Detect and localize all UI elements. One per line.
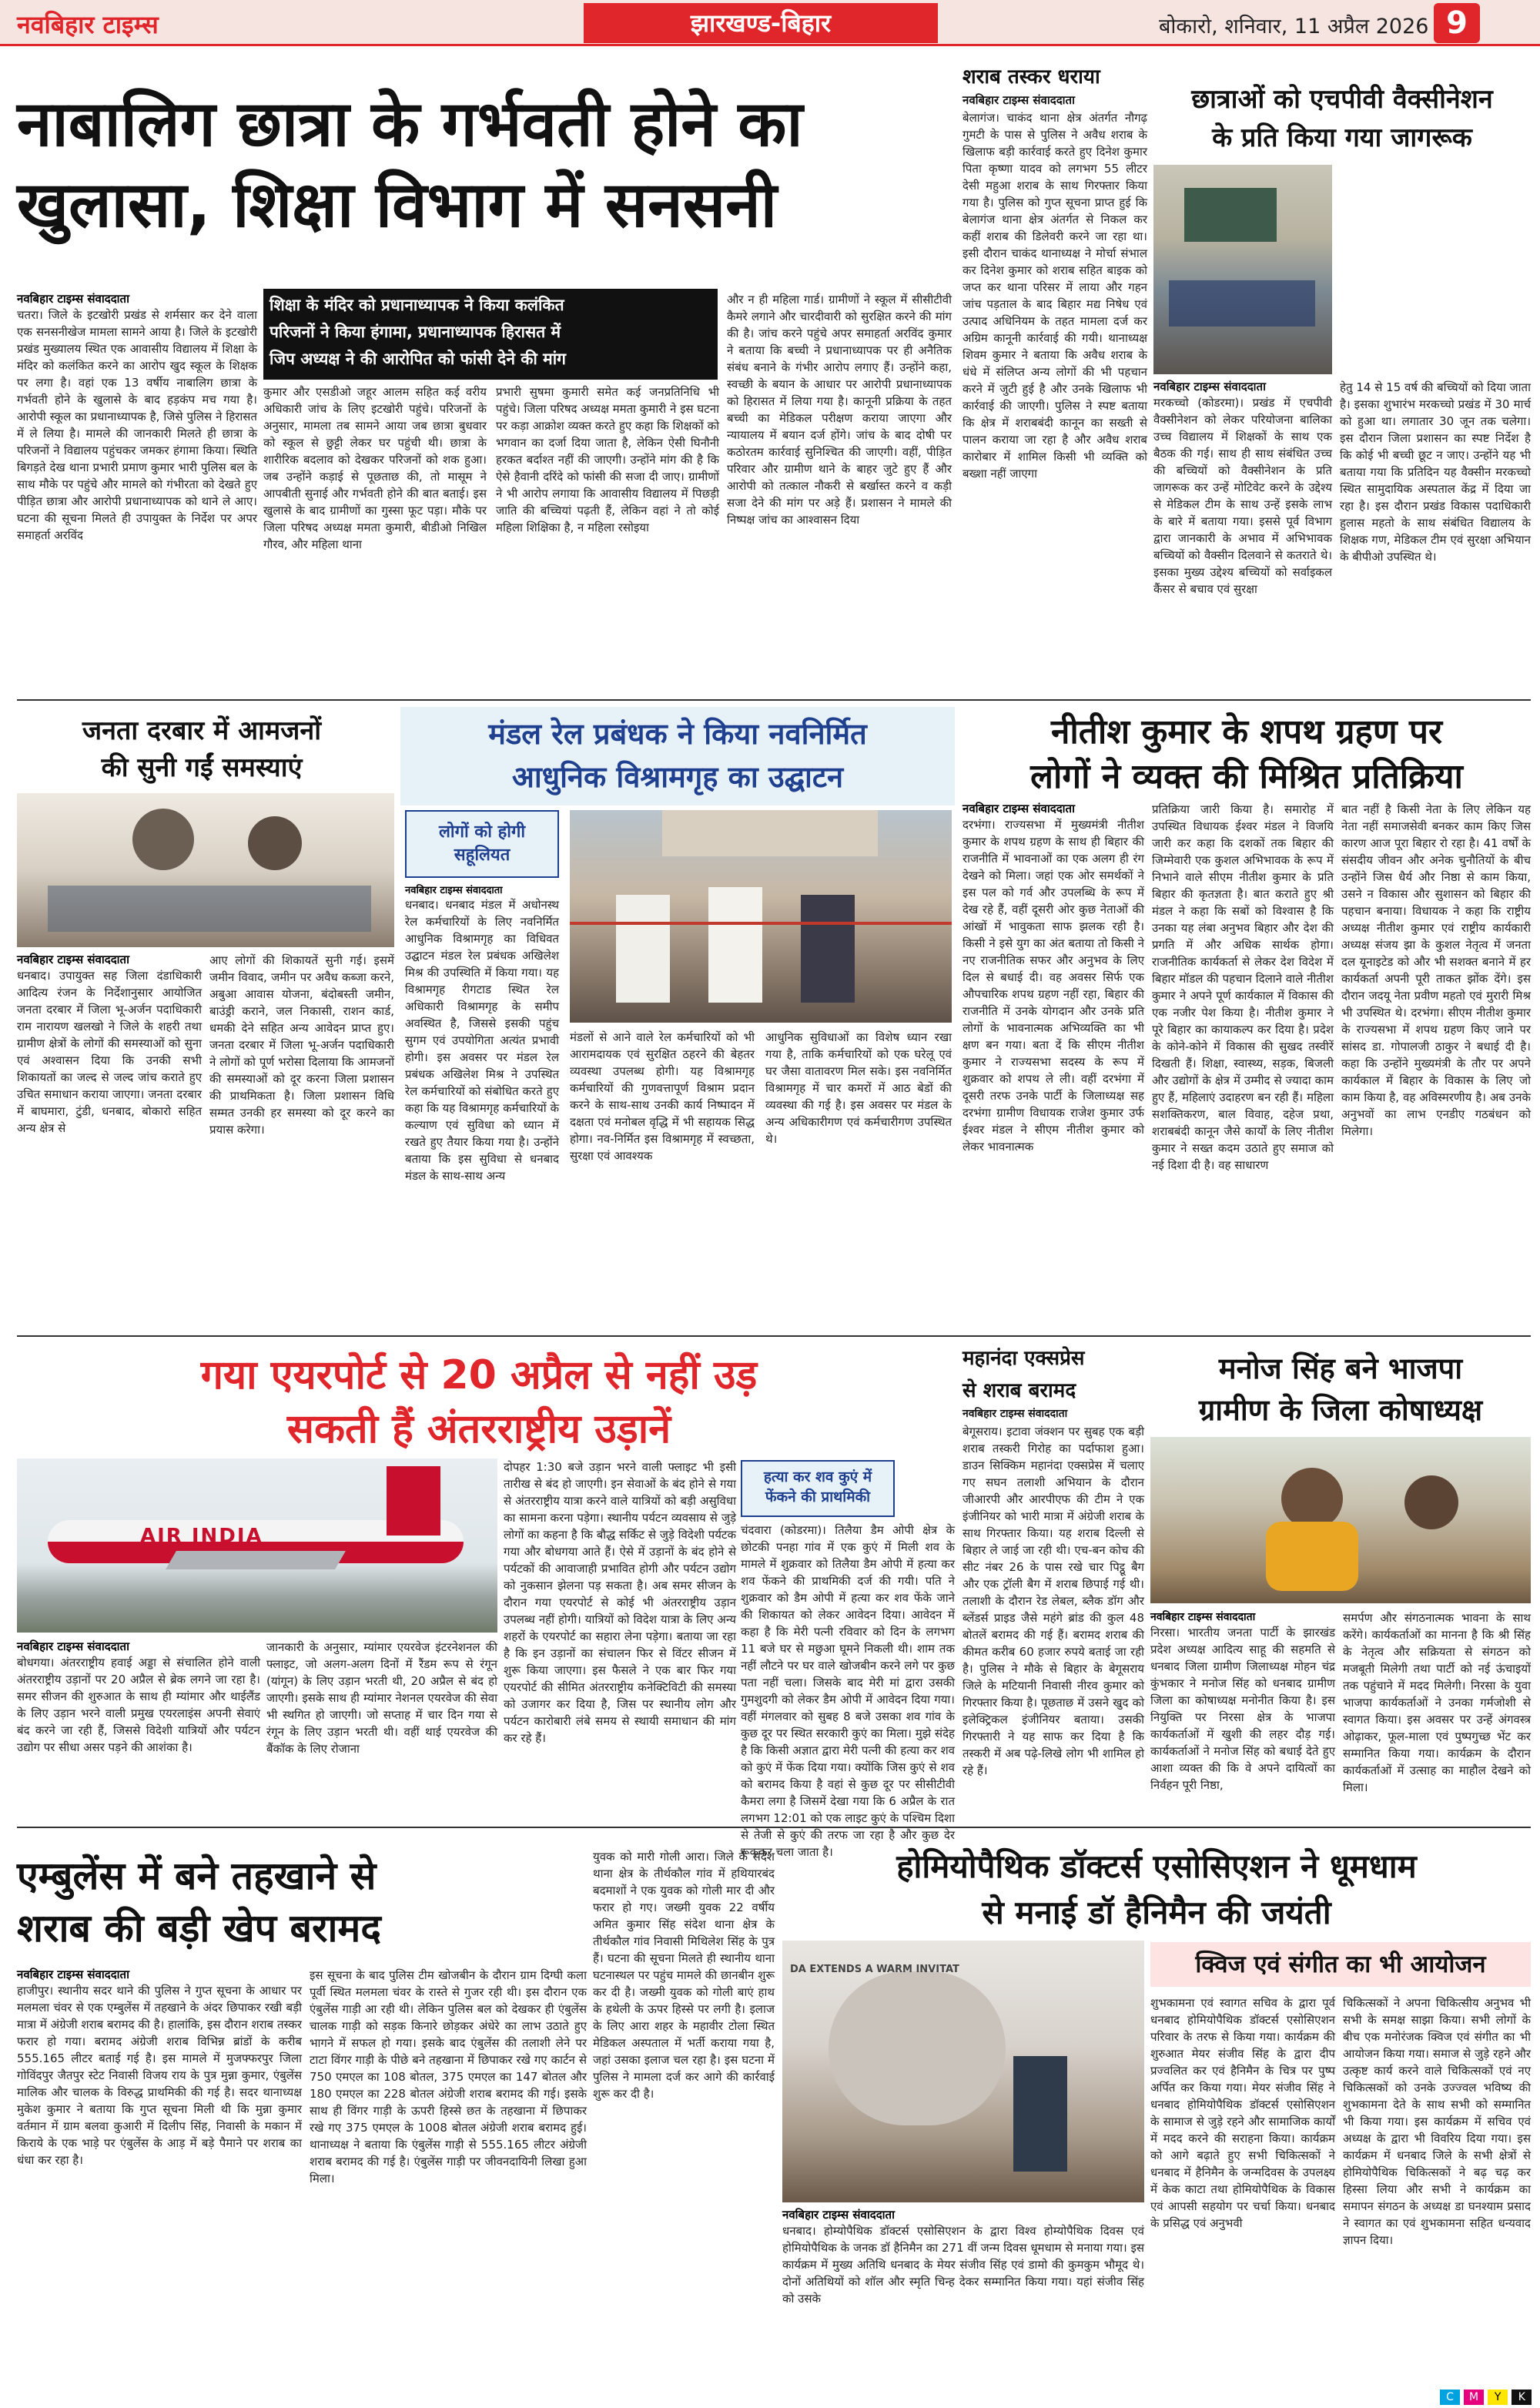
darbar-headline-line1: जनता दरबार में आमजनों — [82, 715, 322, 746]
manoj-headline-line2: ग्रामीण के जिला कोषाध्यक्ष — [1198, 1393, 1483, 1427]
lead-headline-line2: खुलासा, शिक्षा विभाग में सनसनी — [17, 169, 777, 242]
mark-cyan: C — [1440, 2390, 1460, 2405]
mahananda-text: बेगूसराय। इटावा जंक्शन पर सुबह एक बड़ी शराब तस्करी गिरोह का पर्दाफाश हुआ। डाउन सिक्किम महानंदा एक्सप्रेस में चलाए गए सघन तलाशी अभियान के दौरान जीआरपी और आरपीएफ की टीम ने एक इंजीनियर को भारी मात्रा में अंग्रेजी शराब के साथ गिरफ्तार किया। यह शराब दिल्ली से बिहार ले जाई जा रही थी। एच-बन कोच की सीट नंबर 26 के पास रखे चार पिट्ठू बैग और एक ट्रॉली बैग में शराब छिपाई गई थी। तलाशी के दौरान रेड लेबल, ब्लैक डॉग और ब्लेंडर्स प्राइड जैसे महंगे ब्रांड की कुल 48 बोतलें बरामद की गई हैं। बरामद शराब की कीमत करीब 60 हजार रुपये बताई जा रही है। पुलिस ने मौके से बिहार के बेगूसराय जिले के मटियानी निवासी नीरव कुमार को गिरफ्तार किया है। पूछताछ में उसने खुद को इलेक्ट्रिकल इंजीनियर बताया। उसकी गिरफ्तारी ने यह साफ कर दिया है कि तस्करी में अब पढ़े-लिखे लोग भी शामिल हो रहे हैं। — [962, 1425, 1144, 1777]
lead-highlights — [263, 289, 718, 380]
section-label: झारखण्ड-बिहार — [584, 3, 938, 43]
homeo-col-photo-text: धनबाद। होम्योपैथिक डॉक्टर्स एसोसिएशन के द्वारा विश्व होम्योपैथिक दिवस एवं होमियोपैथिक के जनक डॉ हैनिमैन का 271 वीं जन्म दिवस धूमधाम से मनाया गया। इस कार्यक्रम में मुख्य अतिथि धनबाद के मेयर संजीव सिंह एवं डामो की कुमकुम भौमूद थे। दोनों अतिथियों को शॉल और स्मृति चिन्ह देकर सम्मानित किया गया। यहां संजीव सिंह को उसके — [782, 2224, 1144, 2306]
gaya-headline-line2: सकती हैं अंतरराष्ट्रीय उड़ानें — [286, 1406, 671, 1452]
well-headline-line1: हत्या कर शव कुएं में — [763, 1469, 872, 1485]
ambulance-col1-text: हाजीपुर। स्थानीय सदर थाने की पुलिस ने गुप्त सूचना के आधार पर मलमला चंवर से एक एम्बुलेंस में तहखाने के अंदर छिपाकर रखी बड़ी मात्रा में अंग्रेजी शराब बरामद की है। हालांकि, इस दौरान शराब तस्कर फरार हो गया। बरामद अंग्रेजी शराब विभिन्न ब्रांडों के करीब 555.165 लीटर बताई गई है। इस मामले में मुजफ्फरपुर जिला गोविंदपुर जैतपुर स्टेट निवासी विजय राय के पुत्र मुन्ना कुमार, एंबुलेंस मालिक और चालक के विरुद्ध प्राथमिकी की गई है। सदर थानाध्यक्ष मुकेश कुमार ने बताया कि गुप्त सूचना मिली थी कि मुन्ना कुमार वर्तमान में ग्राम बलवा कुआरी में दिलीप सिंह, निवासी के मकान में किराये के एक भाड़े पर एंबुलेंस के आड़ में बड़े पैमाने पर शराब का धंधा कर रहा है। — [17, 1984, 302, 2167]
nitish-col1-text: दरभंगा। राज्यसभा में मुख्यमंत्री नीतीश कुमार के शपथ ग्रहण के साथ ही बिहार की राजनीति में भावनाओं का एक अलग ही रंग देखने को मिला। जहां एक ओर समर्थकों ने इस पल को गर्व और उपलब्धि के रूप में देख रहे हैं, वहीं दूसरी ओर कुछ नेताओं की आंखों में भावुकता साफ झलक रही है। किसी ने इसे युग का अंत बताया तो किसी ने नए राजनीतिक सफर और अनुभव के लिए दिल से बधाई दी। वह अवसर सिर्फ एक औपचारिक शपथ ग्रहण नहीं रहा, बिहार की राजनीति में उनके योगदान और उनके प्रति लोगों के भावनात्मक अभिव्यक्ति का भी क्षण बन गया। बता दें कि सीएम नीतीश कुमार ने राज्यसभा सदस्य के रूप में शुक्रवार को शपथ ले ली। वहीं दरभंगा में दूसरी तरफ उनके पार्टी के जिलाध्यक्ष सह दरभंगा ग्रामीण विधायक राजेश कुमार उर्फ ईश्वर मंडल ने सीएम नीतीश कुमार को लेकर भावनात्मक — [962, 818, 1144, 1154]
highlight-1: शिक्षा के मंदिर को प्रधानाध्यापक ने किया कलंकित — [270, 296, 564, 314]
manoj-headline-line1: मनोज सिंह बने भाजपा — [1218, 1351, 1463, 1385]
nitish-headline-line1: नीतीश कुमार के शपथ ग्रहण पर — [1050, 712, 1443, 752]
highlight-2: परिजनों ने किया हंगामा, प्रधानाध्यापक हिरासत में — [270, 323, 561, 341]
ambulance-byline: नवबिहार टाइम्स संवाददाता — [17, 1968, 129, 1981]
aircraft-livery: AIR INDIA — [140, 1525, 263, 1548]
mahananda-headline-line2: से शराब बरामद — [962, 1379, 1076, 1402]
homeo-banner-text: DA EXTENDS A WARM INVITAT — [790, 1964, 959, 1975]
highlight-3: जिप अध्यक्ष ने की आरोपित को फांसी देने की मांग — [270, 350, 566, 368]
gaya-col-2: जानकारी के अनुसार, म्यांमार एयरवेज इंटरनेशनल की फ्लाइट, जो अलग-अलग दिनों में रैंडम रूप से रंगून (यांगून) के लिए उड़ान भरती थी, 20 अप्रैल से बंद हो जाएगी। इसके साथ ही म्यांमार नेशनल एयरवेज की सेवा भी स्थगित हो जाएगी। जो सप्ताह में चार दिन गया से रंगून के लिए उड़ान भरती थी। वहीं थाई एयरवेज की बैंकॉक के लिए रोजाना — [266, 1640, 497, 1756]
smuggler-text: बेलागंज। चाकंद थाना क्षेत्र अंतर्गत नौगढ़ गुमटी के पास से पुलिस ने अवैध शराब के खिलाफ बड़ी कार्रवाई करते हुए दिनेश कुमार पिता कृष्णा यादव को लगभग 55 लीटर देसी महुआ शराब के साथ गिरफ्तार किया गया है। पुलिस को गुप्त सूचना प्राप्त हुई कि बेलागंज थाना क्षेत्र अंतर्गत से निकल कर कहीं शराब की डिलेवरी करने जा रहा था। इसी दौरान चाकंद थानाध्यक्ष ने मोर्चा संभाल कर दिनेश कुमार को शराब सहित बाइक को जप्त कर थाना परिसर में लाया और गहन जांच पड़ताल के बाद बिहार मद्य निषेध एवं उत्पाद अधिनियम के तहत मामला दर्ज कर अग्रिम कानूनी कार्रवाई की गयी। थानाध्यक्ष शिवम कुमार ने बताया कि अवैध शराब के धंधे में संलिप्त अन्य लोगों की भी पहचान करने में जुटी हुई है और उनके खिलाफ भी कार्रवाई की जाएगी। पुलिस ने स्पष्ट बताया कि क्षेत्र में शराबबंदी कानून का सख्ती से पालन कराया जा रहा है और अवैध शराब कारोबार में शामिल किसी भी व्यक्ति को बख्शा नहीं जाएगा — [962, 111, 1147, 481]
smuggler-byline: नवबिहार टाइम्स संवाददाता — [962, 93, 1075, 107]
paper-name: नवबिहार टाइम्स — [17, 10, 159, 39]
well-headline-box — [741, 1460, 895, 1517]
darbar-photo — [17, 793, 394, 947]
lead-col-3: प्रभारी सुषमा कुमारी समेत कई जनप्रतिनिधि भी पहुंचे। जिला परिषद अध्यक्ष ममता कुमारी ने इस घटना पर कड़ा आक्रोश व्यक्त करते हुए कहा कि शिक्षकों को भगवान का दर्जा दिया जाता है, लेकिन ऐसी घिनौनी हरकत बर्दाश्त नहीं की जाएगी। उन्होंने मांग की है कि ऐसे हैवानी दरिंदे को फांसी की सजा दी जाए। ग्रामीणों ने भी आरोप लगाया कि आवासीय विद्यालय में पिछड़ी जाति की बच्चियां पढ़ती हैं, लेकिन वहां ने तो कोई महिला शिक्षिका है, न महिला रसोइया — [496, 385, 719, 534]
rail-subhead — [405, 810, 559, 878]
manoj-byline: नवबिहार टाइम्स संवाददाता — [1150, 1611, 1256, 1623]
mark-yellow: Y — [1488, 2390, 1508, 2405]
hpv-text-left: मरकच्चो (कोडरमा)। प्रखंड में एचपीवी वैक्सीनेशन को लेकर परियोजना बालिका उच्च विद्यालय में शिक्षकों के साथ एक बैठक की गई। साथ ही साथ संबंधित उच्च की बच्चियों को वैक्सीनेशन के प्रति जागरूक कर उन्हें मोटिवेट करने के उद्देश्य से मेडिकल टीम के साथ उन्हें इसके लाभ के बारे में बताया गया। इससे पूर्व विभाग द्वारा जानकारी के अभाव में अभिभावक बच्चियों को वैक्सीन दिलवाने से कतराते थे। इसका मुख्य उद्देश्य बच्चियों को सर्वाइकल कैंसर से बचाव एवं सुरक्षा — [1153, 396, 1332, 596]
lead-col-4: और न ही महिला गार्ड। ग्रामीणों ने स्कूल में सीसीटीवी कैमरे लगाने और चारदीवारी को सुरक्षित करने की मांग की है। जांच करने पहुंचे अपर समाहर्ता अरविंद कुमार ने बताया कि बच्ची ने प्रधानाध्यापक पर ही अनैतिक संबंध बनाने के गंभीर आरोप लगाए हैं। उन्होंने कहा, स्वच्छी के बयान के आधार पर आरोपी प्रधानाध्यापक को हिरासत में लिया गया है। कानूनी प्रक्रिया के तहत बच्ची का मेडिकल परीक्षण कराया जाएगा और न्यायालय में बयान दर्ज होंगे। जांच के बाद दोषी पर कठोरतम कार्रवाई सुनिश्चित की जाएगी। वहीं, पीड़ित परिवार और ग्रामीण थाने के बाहर जुटे हुए हैं और आरोपी को तत्काल नौकरी से बर्खास्त करने व कड़ी सजा देने की मांग पर अड़े हैं। प्रशासन ने मामले की निष्पक्ष जांच का आश्वासन दिया — [727, 293, 952, 527]
homeo-col-2: चिकित्सकों ने अपना चिकित्सीय अनुभव भी सभी के समक्ष साझा किया। सभी लोगों के बीच एक मनोरंजक क्विज एवं संगीत का भी आयोजन किया गया। समाज से जुड़े रहने और उत्कृष्ट कार्य करने वाले चिकित्सकों एवं नए चिकित्सकों को उनके उज्ज्वल भविष्य की शुभकामना देते के साथ सभी को सम्मानित भी किया गया। इस कार्यक्रम में सचिव एवं अध्यक्ष के द्वारा भी विवरिय दिया गया। इस कार्यक्रम में धनबाद जिले के सभी क्षेत्रों से होमियोपैथिक चिकित्सकों ने बढ़ चढ़ कर हिस्सा लिया और सभी ने कार्यक्रम का समापन संगठन के अध्यक्ष डा घनश्याम प्रसाद ने स्वागत का एवं शुभकामना सहित धन्यवाद ज्ञापन दिया। — [1343, 1996, 1531, 2247]
lead-byline: नवबिहार टाइम्स संवाददाता — [17, 292, 129, 306]
gaya-byline: नवबिहार टाइम्स संवाददाता — [17, 1639, 129, 1653]
nitish-headline-line2: लोगों ने व्यक्त की मिश्रित प्रतिक्रिया — [1030, 757, 1463, 796]
darbar-col-2: आए लोगों की शिकायतें सुनी गई। इसमें जमीन विवाद, जमीन पर अवैध कब्जा करने, अबुआ आवास योजना, बंदोबस्ती जमीन, बाउंड्री कराने, जल निकासी, राशन कार्ड, धमकी देने सहित अन्य आवेदन प्राप्त हुए। जनता दरबार में जिला भू-अर्जन पदाधिकारी ने लोगों को पूर्ण भरोसा दिलाया कि आमजनों की समस्याओं को दूर करना जिला प्रशासन की प्राथमिकता है। जिला प्रशासन विधि सम्मत उनकी हर समस्या को दूर करने का प्रयास करेगा। — [209, 953, 394, 1137]
rail-col-2: मंडलों से आने वाले रेल कर्मचारियों को भी आरामदायक एवं सुरक्षित ठहरने की बेहतर व्यवस्था उपलब्ध होगी। यह विश्रामगृह कर्मचारियों की गुणवत्तापूर्ण विश्राम प्रदान करने के साथ-साथ उनकी कार्य निष्पादन में दक्षता एवं मनोबल वृद्धि में भी सहायक सिद्ध होगा। नव-निर्मित इस विश्रामगृह में स्वच्छता, सुरक्षा एवं आवश्यक — [570, 1030, 755, 1163]
rail-headline-line1: मंडल रेल प्रबंधक ने किया नवनिर्मित — [488, 717, 867, 751]
hpv-headline-line1: छात्राओं को एचपीवी वैक्सीनेशन — [1191, 84, 1493, 115]
dateline: बोकारो, शनिवार, 11 अप्रैल 2026 — [1159, 15, 1429, 39]
homeo-headline-line2: से मनाई डॉ हैनिमैन की जयंती — [982, 1894, 1331, 1931]
homeo-subhead: क्विज एवं संगीत का भी आयोजन — [1150, 1942, 1531, 1987]
mahananda-headline-line1: महानंदा एक्सप्रेस — [962, 1347, 1085, 1370]
nitish-byline: नवबिहार टाइम्स संवाददाता — [962, 802, 1075, 816]
rail-subhead-line1: लोगों को होगी — [438, 822, 526, 842]
rail-subhead-line2: सहूलियत — [454, 846, 511, 865]
darbar-col1-text: धनबाद। उपायुक्त सह जिला दंडाधिकारी आदित्य रंजन के निर्देशानुसार आयोजित जनता दरबार में जिला भू-अर्जन पदाधिकारी राम नारायण खलखो ने जिले के शहरी तथा ग्रामीण क्षेत्रों के लोगों की समस्याओं को सुना एवं अश्वासन दिया कि उनकी सभी शिकायतों का जल्द से जल्द जांच कराते हुए उचित समाधान कराया जाएगा। जनता दरबार में बाघमारा, टुंडी, धनबाद, बोकारो सहित अन्य क्षेत्र से — [17, 969, 202, 1135]
mahananda-byline: नवबिहार टाइम्स संवाददाता — [962, 1408, 1068, 1420]
lead-col-1 — [17, 291, 257, 692]
gaya-col-1 — [17, 1639, 260, 1816]
ambulance-col-2: इस सूचना के बाद पुलिस टीम खोजबीन के दौरान ग्राम दिग्घी कला पूर्वी स्थित मलमला चंवर के रास्ते से गुजर रही थी। इस दौरान एक एंबुलेंस गाड़ी आ रही थी। लेकिन पुलिस बल को देखकर ही एंबुलेंस चालक गाड़ी को सड़क किनारे छोड़कर अंधेरे का लाभ उठाते हुए भागने में सफल हो गया। इसके बाद एंबुलेंस की तलाशी लेने पर टाटा विंगर गाड़ी के पीछे बने तहखाना में छिपाकर रखे गए कार्टन से 750 एमएल का 108 बोतल, 375 एमएल का 147 बोतल और 180 एमएल का 228 बोतल अंग्रेजी शराब बरामद की गई। इसके साथ ही विंगर गाड़ी के ऊपरी हिस्से छत के तहखाना में छिपाकर रखे गए 375 एमएल के 1008 बोतल अंग्रेजी शराब बरामद हुई। थानाध्यक्ष ने बताया कि एंबुलेंस गाड़ी से 555.165 लीटर अंग्रेजी शराब बरामद की गई है। एंबुलेंस गाड़ी पर जीवनदायिनी लिखा हुआ मिला। — [310, 1968, 587, 2185]
darbar-byline: नवबिहार टाइम्स संवाददाता — [17, 953, 129, 966]
homeo-photo — [782, 1941, 1144, 2202]
gaya-col1-text: बोधगया। अंतरराष्ट्रीय हवाई अड्डा से संचालित होने वाली अंतरराष्ट्रीय उड़ानों पर 20 अप्रैल से ब्रेक लगने जा रहा है। समर सीजन की शुरुआत के साथ ही म्यांमार और थाईलैंड के लिए उड़ान भरने वाली प्रमुख एयरलाइंस अपनी सेवाएं बंद करने जा रही हैं, जिससे विदेशी यात्रियों और पर्यटन उद्योग पर सीधा असर पड़ने की आशंका है। — [17, 1656, 260, 1754]
gaya-headline-line1: गया एयरपोर्ट से 20 अप्रैल से नहीं उड़ — [200, 1352, 758, 1398]
hpv-headline-line2: के प्रति किया गया जागरूक — [1212, 122, 1472, 153]
rail-col1-text: धनबाद। धनबाद मंडल में अधोनस्थ रेल कर्मचारियों के लिए नवनिर्मित आधुनिक विश्रामगृह का विधिवत उद्घाटन मंडल रेल प्रबंधक अखिलेश मिश्र की उपस्थिति में किया गया। यह विश्रामगृह रीगटाड स्थित रेल अधिकारी विश्रामगृह के समीप अवस्थित है, जिससे इसकी पहुंच सुगम एवं उपयोगिता अत्यंत प्रभावी होगी। इस अवसर पर मंडल रेल प्रबंधक अखिलेश मिश्र ने उपस्थित रेल कर्मचारियों को संबोधित करते हुए कहा कि यह विश्रामगृह कर्मचारियों के कल्याण एवं सुविधा को ध्यान में रखते हुए तैयार किया गया है। उन्होंने बताया कि इस सुविधा से धनबाद मंडल के साथ-साथ अन्य — [405, 898, 559, 1183]
ambulance-col-1 — [17, 1967, 302, 2367]
homeo-col-1: शुभकामना एवं स्वागत सचिव के द्वारा पूर्व धनबाद होमियोपैथिक डॉक्टर्स एसोसिएशन परिवार के तरफ से किया गया। कार्यक्रम की शुरुआत मेयर संजीव सिंह के द्वारा दीप प्रज्वलित कर एवं हैनिमैन के चित्र पर पुष्प अर्पित कर किया गया। मेयर संजीव सिंह ने धनबाद होमियोपैथिक डॉक्टर्स एसोसिएशन के सामाज से जुड़े रहने और सामाजिक कार्यों में मदद करने की सराहना किया। कार्यक्रम को आगे बढ़ाते हुए सभी चिकित्सकों ने धनबाद में हैनिमैन के जन्मदिवस के उपलक्ष्य में केक काटा तथा होमियोपैथिक के विकास एवं आपसी सहयोग पर चर्चा किया। धनबाद के प्रसिद्ध एवं अनुभवी — [1150, 1996, 1335, 2230]
rail-headline-box — [400, 707, 955, 805]
page-number: 9 — [1434, 3, 1480, 43]
manoj-col-1 — [1150, 1609, 1335, 1820]
nitish-col-1 — [962, 801, 1144, 1331]
mark-magenta: M — [1464, 2390, 1484, 2405]
hpv-byline: नवबिहार टाइम्स संवाददाता — [1153, 380, 1266, 394]
manoj-col-2: समर्पण और संगठनात्मक भावना के साथ करेंगे। कार्यकर्ताओं का मानना है कि श्री सिंह के नेतृत्व और सक्रियता से संगठन को मजबूती मिलेगी तथा पार्टी को नई ऊंचाइयों तक पहुंचाने में मदद मिलेगी। निरसा के युवा भाजपा कार्यकर्ताओं ने उनका गर्मजोशी से स्वागत किया। इस अवसर पर उन्हें अंगवस्त्र ओढ़ाकर, फूल-माला एवं पुष्पगुच्छ भेंट कर सम्मानित किया गया। कार्यक्रम के दौरान कार्यकर्ताओं में उत्साह का माहौल देखने को मिला। — [1343, 1611, 1531, 1794]
lead-headline-line1: नाबालिग छात्रा के गर्भवती होने का — [17, 88, 803, 161]
lead-col-2: कुमार और एसडीओ जहूर आलम सहित कई वरीय अधिकारी जांच के लिए इटखोरी पहुंचे। परिजनों के अनुसार, मामला तब सामने आया जब छात्रा बुधवार को स्कूल से छुट्टी लेकर घर पहुंची थी। छात्रा के शारीरिक बदलाव को देखकर परिजनों को शक हुआ। जब उन्होंने कड़ाई से पूछताछ की, तो मासूम ने आपबीती सुनाई और गर्भवती होने की बात बताई। इस खुलासे के बाद ग्रामीणों का गुस्सा फूट पड़ा। मौके पर जिला परिषद अध्यक्ष ममता कुमारी, बीडीओ निखिल गौरव, और महिला थाना — [263, 385, 487, 551]
homeo-headline-line1: होमियोपैथिक डॉक्टर्स एसोसिएशन ने धूमधाम — [896, 1847, 1417, 1885]
gaya-col-3: दोपहर 1:30 बजे उड़ान भरने वाली फ्लाइट भी इसी तारीख से बंद हो जाएगी। इन सेवाओं के बंद होने से गया से अंतरराष्ट्रीय यात्रा करने वाले यात्रियों को बड़ी असुविधा का सामना करना पड़ेगा। स्थानीय पर्यटन व्यवसाय से जुड़े लोगों का कहना है कि बौद्ध सर्किट से जुड़े विदेशी पर्यटक गया और बोधगया आते हैं। ऐसे में उड़ानों के बंद होने से पर्यटकों की आवाजाही प्रभावित होगी और पर्यटन उद्योग को नुकसान झेलना पड़ सकता है। अब समर सीजन के दौरान गया एयरपोर्ट से कोई भी अंतरराष्ट्रीय उड़ान उपलब्ध नहीं होगी। यात्रियों को विदेश यात्रा के लिए अन्य शहरों के एयरपोर्ट का सहारा लेना पड़ेगा। बताया जा रहा है कि इन उड़ानों का संचालन फिर से विंटर सीजन में शुरू किया जाएगा। इस फैसले ने एक बार फिर गया एयरपोर्ट की सीमित अंतरराष्ट्रीय कनेक्टिविटी की समस्या को उजागर कर दिया है, जिस पर स्थानीय लोग और पर्यटन कारोबारी लंबे समय से स्थायी समाधान की मांग कर रहे हैं। — [504, 1460, 736, 1745]
well-headline-line2: फेंकने की प्राथमिकी — [765, 1489, 871, 1505]
mark-black: K — [1512, 2390, 1532, 2405]
well-text: चंदवारा (कोडरमा)। तिलैया डैम ओपी क्षेत्र के छोटकी पनहा गांव में एक कुएं में मिली शव के मामले में शुक्रवार को तिलैया डैम ओपी में हत्या कर शव फेंकने की प्राथमिकी दर्ज की गयी। पति ने शुक्रवार को डैम ओपी में हत्या कर शव फेंके जाने की शिकायत को लेकर आवेदन दिया। आवेदन में कहा है कि मेरी पत्नी रविवार को दिन के लगभग 11 बजे घर से मछुआ घूमने निकली थी। शाम तक नहीं लौटने पर घर वाले खोजबीन करने लगे पर कुछ पता नहीं चला। जिसके बाद मेरी मां द्वारा उसकी गुमशुदगी को लेकर डैम ओपी में आवेदन दिया गया। वहीं मंगलवार को सुबह 8 बजे उसका शव गांव के कुछ दूर पर स्थित सरकारी कुएं का मिला। मुझे संदेह है कि किसी अज्ञात द्वारा मेरी पत्नी की हत्या कर शव को कुएं में फेंक दिया गया। क्योंकि जिस कुएं से शव को बरामद किया है वहां से कुछ दूर पर सीसीटीवी कैमरा लगा है जिसमें देखा गया कि 6 अप्रैल के रात लगभग 12:01 को एक लाइट कुएं के पश्चिम दिशा से तेजी से कुएं की तरफ जा रहा है और कुछ देर रूककर चला जाता है। — [741, 1523, 955, 1859]
rail-headline-line2: आधुनिक विश्रामगृह का उद्घाटन — [511, 760, 844, 794]
rail-col-3: आधुनिक सुविधाओं का विशेष ध्यान रखा गया है, ताकि कर्मचारियों को एक घरेलू एवं घर जैसा वातावरण मिल सके। इस नवनिर्मित विश्रामगृह में चार कमरों में आठ बेडों की व्यवस्था की गई है। इस अवसर पर मंडल के अन्य अधिकारीगण एवं कर्मचारीगण उपस्थित थे। — [765, 1030, 952, 1146]
hpv-text-right: हेतु 14 से 15 वर्ष की बच्चियों को दिया जाता है। इसका शुभारंभ मरकच्चो प्रखंड में 30 मार्च को हुआ था। लगातार 30 जून तक चलेगा। इस दौरान जिला प्रशासन का स्पष्ट निर्देश है कि कोई भी बच्ची छूट न जाए। उन्होंने यह भी बताया गया कि प्रतिदिन यह वैक्सीन मरकच्चो स्थित सामुदायिक अस्पताल केंद्र में दिया जा रहा है। इस दौरान प्रखंड विकास पदाधिकारी हुलास महतो के साथ संबंधित विद्यालय के शिक्षक गण, मेडिकल टीम एवं सुरक्षा अभियान के बीपीओ उपस्थित थे। — [1340, 380, 1531, 564]
rail-col-1 — [405, 882, 559, 1329]
rail-byline: नवबिहार टाइम्स संवाददाता — [405, 885, 503, 896]
darbar-col-1 — [17, 952, 202, 1329]
ambulance-headline-line2: शराब की बड़ी खेप बरामद — [17, 1906, 381, 1951]
ambulance-headline-line1: एम्बुलेंस में बने तहखाने से — [17, 1854, 377, 1898]
nitish-col-3: बात नहीं है किसी नेता के लिए लेकिन यह नेता नहीं समाजसेवी बनकर काम किए जिस कारण आज पूरा बिहार रो रहा है। 41 वर्षों के संसदीय जीवन और अनेक चुनौतियों के बीच उन्होंने जिस धैर्य और निष्ठा से काम किया, उसने न विकास और सुशासन को बिहार की पहचान बनाया। विधायक ने कहा कि राष्ट्रीय अध्यक्ष नीतीश कुमार एवं राष्ट्रीय कार्यकारी अध्यक्ष संजय झा के कुशल नेतृत्व में जनता दल यूनाइटेड को और भी सशक्त बनाने में हर कार्यकर्ता अपनी पूरी ताकत झोंक देंगे। इस दौरान जदयू नेता प्रवीण महतो एवं मुरारी मिश्र भी उपस्थित थे। दरभंगा। सीएम नीतीश कुमार के राज्यसभा में शपथ ग्रहण किए जाने पर सांसद डा. गोपालजी ठाकुर ने बधाई दी है। कहा कि उन्होंने मुख्यमंत्री के तौर पर अपने कार्यकाल में बिहार के विकास के लिए जो काम किया है, वह अविस्मरणीय है। अब उनके अनुभवों का लाभ एनडीए गठबंधन को मिलेगा। — [1341, 802, 1531, 1138]
darbar-headline-line2: की सुनी गईं समस्याएं — [101, 752, 303, 783]
gaya-photo — [17, 1459, 497, 1633]
manoj-col1-text: निरसा। भारतीय जनता पार्टी के झारखंड प्रदेश अध्यक्ष आदित्य साहू की सहमति से धनबाद जिला ग्रामीण जिलाध्यक्ष मोहन चंद्र कुंभकार ने मनोज सिंह को धनबाद ग्रामीण जिला का कोषाध्यक्ष मनोनीत किया है। इस नियुक्ति पर निरसा क्षेत्र के भाजपा कार्यकर्ताओं में खुशी की लहर दौड़ गई। कार्यकर्ताओं ने मनोज सिंह को बधाई देते हुए आशा व्यक्त की कि वे अपने दायित्वों का निर्वहन पूरी निष्ठा, — [1150, 1626, 1335, 1792]
ambulance-col-3: युवक को मारी गोली आरा। जिले के संदेश थाना क्षेत्र के तीर्थकौल गांव में हथियारबंद बदमाशों ने एक युवक को गोली मार दी और फरार हो गए। जख्मी युवक 22 वर्षीय अमित कुमार सिंह संदेश थाना क्षेत्र के तीर्थकौल गांव निवासी मिथिलेश सिंह के पुत्र हैं। घटना की सूचना मिलते ही स्थानीय थाना घटनास्थल पर पहुंच मामले की छानबीन शुरू कर दी है। जख्मी युवक को गोली बाएं हाथ के हथेली के ऊपर हिस्से पर लगी है। इलाज के लिए आरा शहर के महावीर टोला स्थित मेडिकल अस्पताल में भर्ती कराया गया है, जहां उसका इलाज चल रहा है। इस घटना में पुलिस ने मामला दर्ज कर आगे की कार्रवाई शुरू कर दी है। — [593, 1850, 775, 2101]
nitish-col-2: प्रतिक्रिया जारी किया है। समारोह में उपस्थित विधायक ईश्वर मंडल ने विजयि जारी कर कहा कि दशकों तक बिहार की जिम्मेवारी एक कुशल अभिभावक के रूप में निभाने वाले सीएम नीतीश कुमार के प्रति बिहार की कृतज्ञता है। बात कराते हुए श्री मंडल ने कहा कि सबों को विश्वास है कि उनका यह लंबा अनुभव बिहार और देश की प्रगति में और अधिक सार्थक होगा। राजनीतिक कार्यकर्ता से लेकर देश विदेश में बिहार मॉडल की पहचान दिलाने वाले नीतीश कुमार ने अपने पूर्ण कार्यकाल में विकास की एक नजीर पेश किया है। नीतीश कुमार ने पूरे बिहार का कायाकल्प कर दिया है। प्रदेश के कोने-कोने में विकास की सुखद तस्वीरें दिखती हैं। शिक्षा, स्वास्थ्य, सड़क, बिजली और उद्योगों के क्षेत्र में उम्मीद से ज्यादा काम हुए हैं, महिलाएं उदाहरण बन रही हैं। महिला सशक्तिकरण, बाल विवाह, दहेज प्रथा, शराबबंदी कानून जैसे कार्यों के लिए नीतीश कुमार ने सख्त कदम उठाते हुए समाज को नई दिशा दी है। वह साधारण — [1152, 802, 1334, 1172]
smuggler-headline: शराब तस्कर धराया — [962, 65, 1100, 89]
registration-marks — [1440, 2389, 1532, 2406]
masthead — [0, 0, 1540, 46]
rail-photo — [570, 810, 952, 1023]
manoj-photo — [1150, 1437, 1531, 1603]
homeo-col-photo — [782, 2207, 1144, 2367]
homeo-byline: नवबिहार टाइम्स संवाददाता — [782, 2208, 895, 2222]
lead-col1-text: चतरा। जिले के इटखोरी प्रखंड से शर्मसार कर देने वाला एक सनसनीखेज मामला सामने आया है। जिले के इटखोरी प्रखंड मुख्यालय स्थित एक आवासीय विद्यालय में शिक्षा के मंदिर को कलंकित करने का आरोप खुद स्कूल के शिक्षक पर लगा है। वहां एक 13 वर्षीय नाबालिग छात्रा के गर्भवती होने के खुलासे के बाद हड़कंप मच गया है। आरोपी स्कूल का प्रधानाध्यापक है, जिसे पुलिस ने हिरासत में ले लिया है। मामले की जानकारी मिलते ही छात्रा के परिजनों ने विद्यालय पहुंचकर जमकर हंगामा किया। स्थिति बिगड़ते देख थाना प्रभारी प्रमाण कुमार भारी पुलिस बल के साथ मौके पर पहुंचे और मामले को गंभीरता को देखते हुए पीड़ित छात्रा और आरोपी प्रधानाध्यापक को थाने ले आए। घटना की सूचना मिलते ही उपायुक्त के निर्देश पर अपर समाहर्ता अरविंद — [17, 308, 257, 542]
hpv-photo — [1153, 165, 1332, 374]
